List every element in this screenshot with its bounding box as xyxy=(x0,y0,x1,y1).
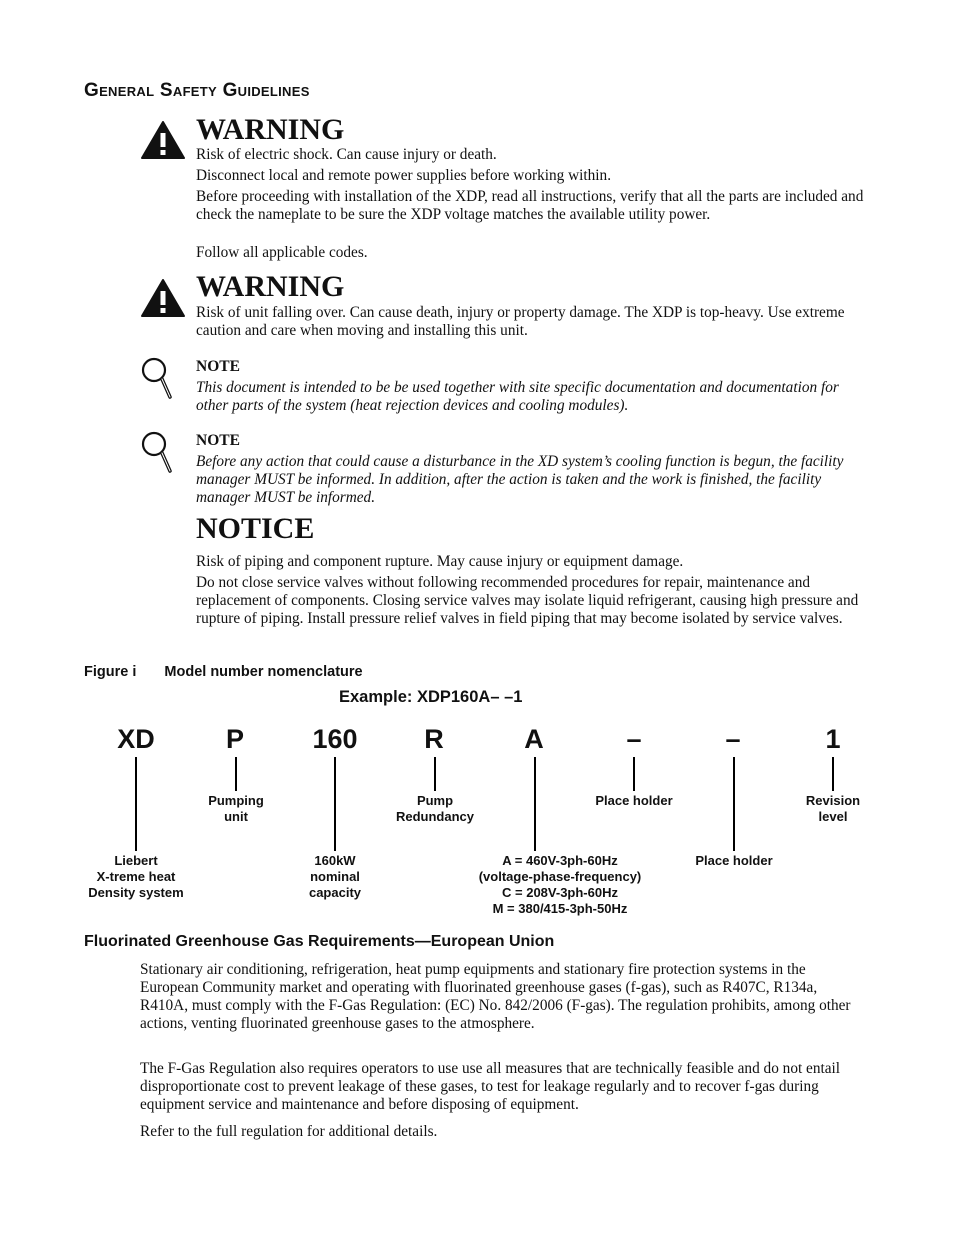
warning-text: Disconnect local and remote power supplies before working within. xyxy=(196,167,612,184)
model-example: Example: XDP160A– –1 xyxy=(339,688,523,706)
fgas-paragraph: Stationary air conditioning, refrigeration, heat pump equipments and stationary fire protection systems in the European Community market and operating with fluorinated greenhouse gases (f-gas), such as R407C, R134a, R410A, must comply with the F-Gas Regulation: (EC) No. 842/2006 (F-gas). The regulation prohibits, among other actions, venting fluorinated greenhouse gases to the atmosphere. xyxy=(140,961,851,1032)
warning-text: Risk of unit falling over. Can cause death, injury or property damage. The XDP is top-heavy. Use extreme caution and care when moving and installing this unit. xyxy=(196,304,845,339)
note-label: NOTE xyxy=(196,358,240,375)
fgas-paragraph: The F-Gas Regulation also requires operators to use use all measures that are technically feasible and do not entail disproportionate cost to prevent leakage of these gases, to test for leakage regularly and to recover f-gas during equipment service and maintenance and before disposing of equipment. xyxy=(140,1060,841,1113)
warning-text: Follow all applicable codes. xyxy=(196,244,368,261)
note-label: NOTE xyxy=(196,432,240,449)
magnifier-icon xyxy=(140,430,176,476)
code-xd: XD xyxy=(117,724,155,754)
warning-triangle-icon xyxy=(140,120,186,160)
warning-triangle-icon xyxy=(140,278,186,318)
label-pump-redundancy: Pump Redundancy xyxy=(395,793,474,824)
label-liebert: Liebert X-treme heat Density system xyxy=(88,853,184,900)
figure-title: Model number nomenclature xyxy=(164,664,363,680)
code-a: A xyxy=(524,724,544,754)
warning-text: Risk of electric shock. Can cause injury or death. xyxy=(196,146,497,163)
label-revision-level: Revision level xyxy=(805,793,861,824)
connector-line xyxy=(633,757,635,791)
code-1: 1 xyxy=(825,724,841,754)
note-text: Before any action that could cause a disturbance in the XD system’s cooling function is begun, the facility manager MUST be informed. In addition, after the action is taken and the work is finished, the facility manager MUST be informed. xyxy=(196,453,844,506)
code-dash-2: – xyxy=(725,724,741,754)
connector-line xyxy=(733,757,735,851)
fgas-heading: Fluorinated Greenhouse Gas Requirements—European Union xyxy=(84,933,555,950)
code-p: P xyxy=(225,724,244,754)
code-dash-1: – xyxy=(626,724,642,754)
label-place-holder: Place holder xyxy=(695,853,773,868)
connector-line xyxy=(334,757,336,851)
code-160: 160 xyxy=(312,724,358,754)
section-title: General Safety Guidelines xyxy=(84,80,310,101)
fgas-paragraph: Refer to the full regulation for additional details. xyxy=(140,1123,438,1140)
notice-heading: NOTICE xyxy=(196,512,315,545)
label-capacity: 160kW nominal capacity xyxy=(308,853,362,900)
label-place-holder: Place holder xyxy=(595,793,673,808)
notice-text: Risk of piping and component rupture. May cause injury or equipment damage. xyxy=(196,553,684,570)
connector-line xyxy=(434,757,436,791)
label-voltage: A = 460V-3ph-60Hz (voltage-phase-frequency) C = 208V-3ph-60Hz M = 380/415-3ph-50Hz xyxy=(478,853,642,916)
warning-text: Before proceeding with installation of the XDP, read all instructions, verify that all the parts are included and check the nameplate to be sure the XDP voltage matches the available utility power. xyxy=(196,188,864,223)
warning-heading: WARNING xyxy=(196,270,345,303)
note-text: This document is intended to be be used together with site specific documentation and documentation for other parts of the system (heat rejection devices and cooling modules). xyxy=(196,379,839,414)
label-pumping-unit: Pumping unit xyxy=(208,793,264,824)
connector-line xyxy=(534,757,536,851)
figure-number: Figure i xyxy=(84,664,137,680)
notice-text: Do not close service valves without following recommended procedures for repair, maintenance and replacement of components. Closing service valves may isolate liquid refrigerant, causing high pressure and rupture of piping. Install pressure relief valves in field piping that may become isolated by service valves. xyxy=(196,574,859,627)
code-r: R xyxy=(424,724,444,754)
connector-line xyxy=(832,757,834,791)
connector-line xyxy=(135,757,137,851)
magnifier-icon xyxy=(140,356,176,402)
connector-line xyxy=(235,757,237,791)
figure-caption xyxy=(84,664,363,680)
warning-heading: WARNING xyxy=(196,113,345,146)
